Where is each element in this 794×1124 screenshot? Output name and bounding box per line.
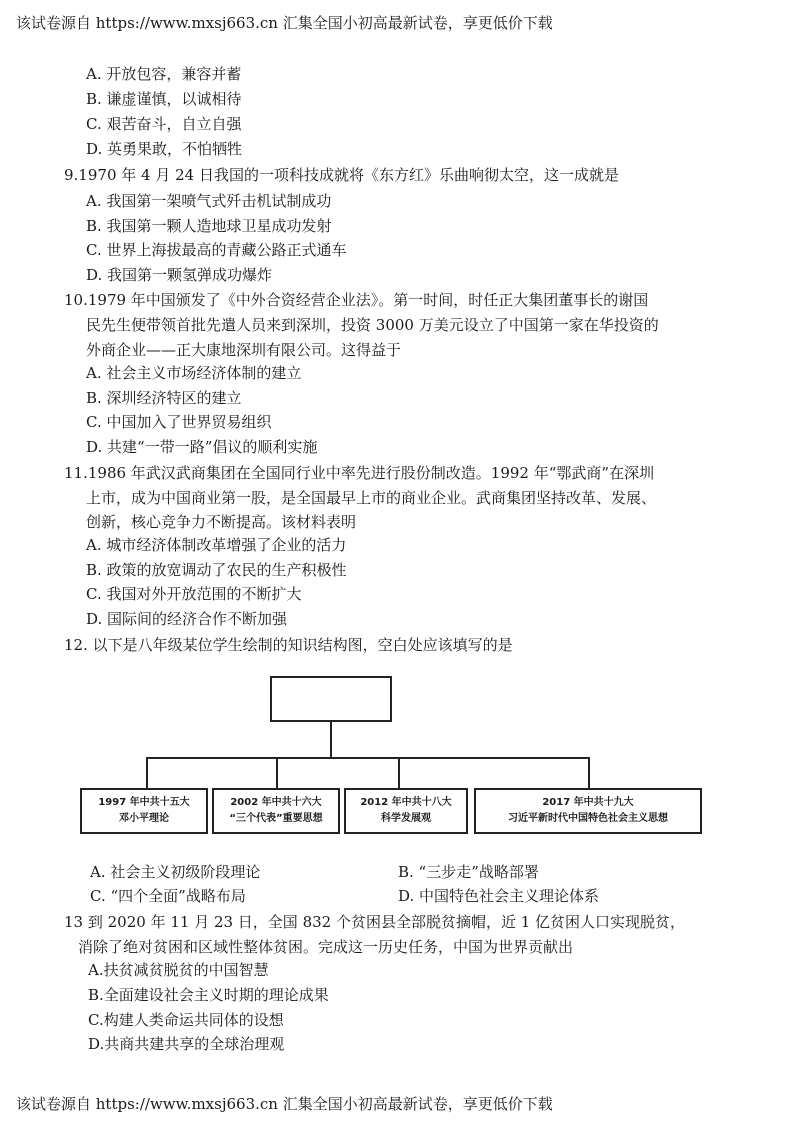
- q8-option-b: B. 谦虚谨慎，以诚相待: [86, 90, 242, 108]
- q11-stem-line-3: 创新，核心竞争力不断提高。该材料表明: [86, 513, 357, 531]
- q13-option-a: A.扶贫减贫脱贫的中国智慧: [88, 961, 269, 979]
- diagram-branch-1: [146, 757, 148, 788]
- q13-option-d: D.共商共建共享的全球治理观: [88, 1035, 285, 1053]
- q11-option-c: C. 我国对外开放范围的不断扩大: [86, 585, 302, 603]
- q10-option-b: B. 深圳经济特区的建立: [86, 389, 242, 407]
- diagram-node-3: [344, 788, 468, 834]
- q9-option-b: B. 我国第一颗人造地球卫星成功发射: [86, 217, 332, 235]
- q9-option-a: A. 我国第一架喷气式歼击机试制成功: [86, 192, 332, 210]
- q9-option-c: C. 世界上海拔最高的青藏公路正式通车: [86, 241, 347, 259]
- diagram-branch-3: [398, 757, 400, 788]
- q10-option-a: A. 社会主义市场经济体制的建立: [86, 364, 302, 382]
- diagram-branch-4: [588, 757, 590, 788]
- diagram-node-2: [212, 788, 340, 834]
- q11-option-b: B. 政策的放宽调动了农民的生产积极性: [86, 561, 347, 579]
- q10-option-d: D. 共建“一带一路”倡议的顺利实施: [86, 438, 318, 456]
- node-1-title: 1997 年中共十五大: [98, 797, 190, 808]
- q11-option-d: D. 国际间的经济合作不断加强: [86, 610, 288, 628]
- diagram-connector-horizontal: [146, 757, 590, 759]
- diagram-connector-vertical: [330, 722, 332, 759]
- node-1-content: 邓小平理论: [119, 813, 169, 824]
- node-3-title: 2012 年中共十八大: [360, 797, 452, 808]
- q10-stem-line-3: 外商企业——正大康地深圳有限公司。这得益于: [86, 341, 402, 359]
- q10-option-c: C. 中国加入了世界贸易组织: [86, 413, 272, 431]
- node-4-title: 2017 年中共十九大: [542, 797, 634, 808]
- q13-stem-line-2: 消除了绝对贫困和区域性整体贫困。完成这一历史任务，中国为世界贡献出: [78, 938, 574, 956]
- q11-option-a: A. 城市经济体制改革增强了企业的活力: [86, 536, 347, 554]
- footer-watermark: 该试卷源自 https://www.mxsj663.cn 汇集全国小初高最新试卷，享更低价下载: [16, 1095, 553, 1113]
- node-2-title: 2002 年中共十六大: [230, 797, 322, 808]
- q11-stem-line-2: 上市，成为中国商业第一股，是全国最早上市的商业企业。武商集团坚持改革、发展、: [86, 489, 657, 507]
- diagram-node-1: [80, 788, 208, 834]
- q11-stem-line-1: 11.1986 年武汉武商集团在全国同行业中率先进行股份制改造。1992 年“鄂武商”在深圳: [64, 464, 655, 482]
- q12-stem: 12. 以下是八年级某位学生绘制的知识结构图，空白处应该填写的是: [64, 636, 513, 654]
- q12-option-d: D. 中国特色社会主义理论体系: [398, 887, 600, 905]
- diagram-node-4: [474, 788, 702, 834]
- node-2-content: “三个代表”重要思想: [229, 813, 323, 824]
- q13-stem-line-1: 13 到 2020 年 11 月 23 日，全国 832 个贫困县全部脱贫摘帽，近 1 亿贫困人口实现脱贫，: [64, 913, 686, 931]
- q8-option-d: D. 英勇果敢，不怕牺牲: [86, 140, 243, 158]
- node-4-content: 习近平新时代中国特色社会主义思想: [508, 813, 668, 824]
- q12-option-b: B. “三步走”战略部署: [398, 863, 539, 881]
- q9-stem: 9.1970 年 4 月 24 日我国的一项科技成就将《东方红》乐曲响彻太空，这一成就是: [64, 166, 619, 184]
- q9-option-d: D. 我国第一颗氢弹成功爆炸: [86, 266, 273, 284]
- q10-stem-line-1: 10.1979 年中国颁发了《中外合资经营企业法》。第一时间，时任正大集团董事长的谢国: [64, 291, 649, 309]
- q12-option-a: A. 社会主义初级阶段理论: [90, 863, 261, 881]
- diagram-branch-2: [276, 757, 278, 788]
- header-watermark: 该试卷源自 https://www.mxsj663.cn 汇集全国小初高最新试卷，享更低价下载: [16, 14, 553, 32]
- diagram-blank-top-box: [270, 676, 392, 722]
- q8-option-c: C. 艰苦奋斗，自立自强: [86, 115, 242, 133]
- q13-option-c: C.构建人类命运共同体的设想: [88, 1011, 284, 1029]
- q13-option-b: B.全面建设社会主义时期的理论成果: [88, 986, 329, 1004]
- q12-option-c: C. “四个全面”战略布局: [90, 887, 246, 905]
- node-3-content: 科学发展观: [381, 813, 431, 824]
- q10-stem-line-2: 民先生便带领首批先遣人员来到深圳，投资 3000 万美元设立了中国第一家在华投资的: [86, 316, 659, 334]
- q8-option-a: A. 开放包容，兼容并蓄: [86, 65, 242, 83]
